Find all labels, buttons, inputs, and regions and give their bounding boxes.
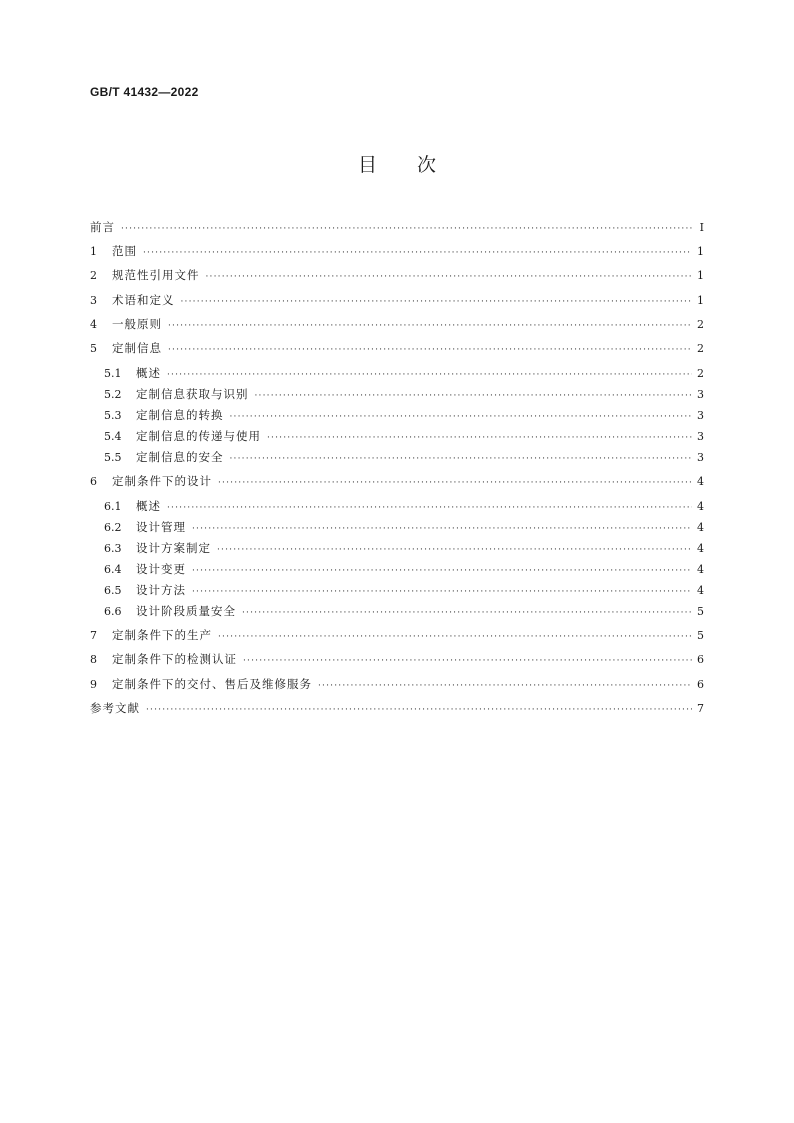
toc-entry-label: 设计方案制定: [136, 541, 211, 555]
toc-entry[interactable]: [104, 602, 704, 620]
toc-entry-label: 定制条件下的交付、售后及维修服务: [112, 677, 312, 691]
toc-entry[interactable]: [90, 218, 704, 236]
toc-entry-page: 1: [697, 245, 704, 258]
toc-leader-dots: [146, 701, 692, 719]
toc-entry-label: 设计变更: [136, 562, 186, 576]
toc-leader-dots: [167, 499, 692, 517]
toc-entry[interactable]: [104, 581, 704, 599]
toc-entry-page: 2: [697, 367, 704, 380]
toc-entry[interactable]: [90, 291, 704, 309]
toc-entry-page: 6: [697, 653, 704, 666]
toc-entry-label: 定制信息获取与识别: [136, 387, 249, 401]
toc-entry[interactable]: [90, 650, 704, 668]
toc-entry[interactable]: [90, 339, 704, 357]
toc-entry-page: 4: [697, 475, 704, 488]
toc-entry-number: 6.1: [104, 500, 122, 513]
toc-entry-label: 规范性引用文件: [112, 268, 200, 282]
toc-entry-label: 定制信息的转换: [136, 408, 224, 422]
toc-entry-number: 7: [90, 629, 97, 642]
toc-entry-page: 4: [697, 563, 704, 576]
toc-entry-label: 术语和定义: [112, 293, 175, 307]
toc-leader-dots: [217, 541, 692, 559]
toc-entry-label: 定制信息的传递与使用: [136, 429, 261, 443]
toc-leader-dots: [230, 408, 693, 426]
toc-entry[interactable]: [90, 266, 704, 284]
toc-leader-dots: [242, 604, 692, 622]
toc-leader-dots: [121, 220, 692, 238]
toc-entry-page: 4: [697, 521, 704, 534]
toc-leader-dots: [192, 520, 692, 538]
toc-entry-number: 8: [90, 653, 97, 666]
toc-entry-page: 2: [697, 342, 704, 355]
toc-entry-number: 4: [90, 318, 97, 331]
toc-leader-dots: [168, 341, 692, 359]
toc-entry-label: 参考文献: [90, 701, 140, 715]
standard-number: GB/T 41432—2022: [90, 85, 199, 99]
toc-entry-page: Ⅰ: [699, 221, 704, 234]
toc-entry-label: 设计阶段质量安全: [136, 604, 236, 618]
toc-entry-page: 3: [697, 430, 704, 443]
toc-entry-page: 3: [697, 451, 704, 464]
toc-entry[interactable]: [90, 472, 704, 490]
toc-entry[interactable]: [104, 364, 704, 382]
toc-leader-dots: [218, 474, 692, 492]
toc-entry[interactable]: [90, 626, 704, 644]
toc-entry-number: 6.3: [104, 542, 122, 555]
toc-leader-dots: [255, 387, 693, 405]
toc-leader-dots: [192, 583, 692, 601]
toc-leader-dots: [206, 268, 693, 286]
toc-entry[interactable]: [90, 675, 704, 693]
toc-entry-number: 5.1: [104, 367, 122, 380]
toc-entry[interactable]: [90, 242, 704, 260]
toc-entry-label: 前言: [90, 220, 115, 234]
toc-entry-number: 5: [90, 342, 97, 355]
toc-entry-label: 定制条件下的检测认证: [112, 652, 237, 666]
toc-entry-page: 4: [697, 542, 704, 555]
toc-entry-page: 5: [697, 605, 704, 618]
toc-entry[interactable]: [104, 539, 704, 557]
toc-entry-number: 9: [90, 678, 97, 691]
toc-entry[interactable]: [90, 699, 704, 717]
toc-entry-number: 5.5: [104, 451, 122, 464]
toc-entry-number: 5.2: [104, 388, 122, 401]
toc-entry-label: 定制条件下的生产: [112, 628, 212, 642]
toc-leader-dots: [181, 293, 693, 311]
toc-entry-number: 6.4: [104, 563, 122, 576]
toc-entry[interactable]: [104, 497, 704, 515]
toc-entry-label: 范围: [112, 244, 137, 258]
toc-entry-label: 定制条件下的设计: [112, 474, 212, 488]
toc-entry-label: 一般原则: [112, 317, 162, 331]
toc-entry-label: 设计方法: [136, 583, 186, 597]
toc-entry-label: 概述: [136, 499, 161, 513]
toc-entry[interactable]: [104, 448, 704, 466]
toc-entry-number: 5.4: [104, 430, 122, 443]
toc-entry-label: 概述: [136, 366, 161, 380]
toc-leader-dots: [167, 366, 692, 384]
toc-entry[interactable]: [104, 406, 704, 424]
toc-entry-page: 4: [697, 584, 704, 597]
toc-leader-dots: [143, 244, 692, 262]
page-title: 目次: [357, 154, 476, 176]
toc-entry[interactable]: [104, 385, 704, 403]
toc-entry-label: 设计管理: [136, 520, 186, 534]
toc-entry-page: 6: [697, 678, 704, 691]
toc-leader-dots: [218, 628, 692, 646]
toc-leader-dots: [168, 317, 692, 335]
toc-leader-dots: [192, 562, 692, 580]
toc-entry-number: 6.6: [104, 605, 122, 618]
toc-entry[interactable]: [104, 560, 704, 578]
toc-entry-number: 1: [90, 245, 97, 258]
toc-entry-page: 5: [697, 629, 704, 642]
toc-entry-number: 3: [90, 294, 97, 307]
toc-entry-page: 1: [697, 269, 704, 282]
toc-entry-number: 2: [90, 269, 97, 282]
toc-entry-label: 定制信息的安全: [136, 450, 224, 464]
toc-entry-number: 6.2: [104, 521, 122, 534]
toc-entry-number: 6: [90, 475, 97, 488]
toc-entry-page: 4: [697, 500, 704, 513]
toc-leader-dots: [230, 450, 693, 468]
toc-entry-page: 3: [697, 388, 704, 401]
toc-leader-dots: [243, 652, 692, 670]
toc-entry[interactable]: [104, 427, 704, 445]
toc-leader-dots: [267, 429, 692, 447]
toc-entry-page: 1: [697, 294, 704, 307]
toc-entry[interactable]: [104, 518, 704, 536]
toc-entry-number: 5.3: [104, 409, 122, 422]
toc-entry-page: 3: [697, 409, 704, 422]
toc-leader-dots: [318, 677, 692, 695]
toc-entry-number: 6.5: [104, 584, 122, 597]
toc-entry[interactable]: [90, 315, 704, 333]
toc-entry-page: 2: [697, 318, 704, 331]
toc-entry-page: 7: [697, 702, 704, 715]
toc-entry-label: 定制信息: [112, 341, 162, 355]
